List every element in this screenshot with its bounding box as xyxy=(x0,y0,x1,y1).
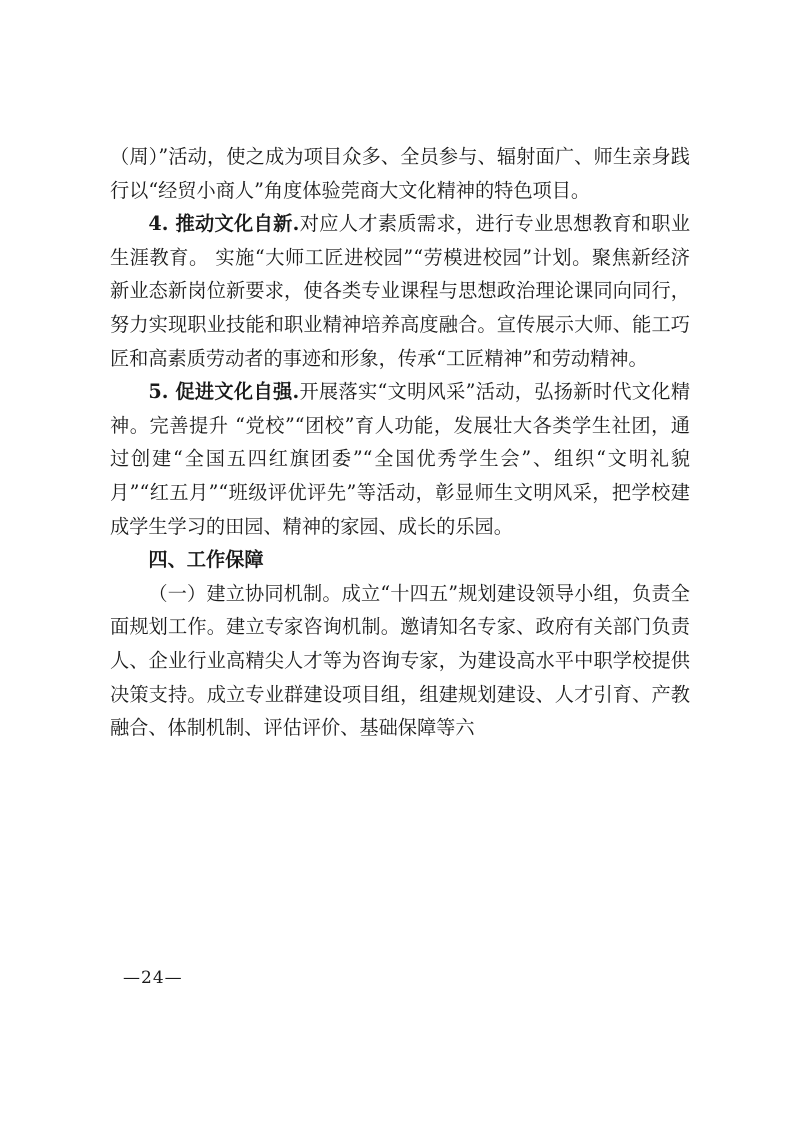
item-4-heading: 4. 推动文化自新. xyxy=(148,212,300,236)
section-heading: 四、工作保障 xyxy=(148,548,264,572)
paragraph-item-5 xyxy=(110,375,690,543)
paragraph-continuation: （周）”活动，使之成为项目众多、全员参与、辐射面广、师生亲身践行以“经贸小商人”角度体验莞商大文化精神的特色项目。 xyxy=(110,145,690,202)
paragraph-item-4 xyxy=(110,207,690,375)
item-5-body: 开展落实“文明风采”活动，弘扬新时代文化精神。完善提升 “党校”“团校”育人功能，发展壮大各类学生社团，通过创建“全国五四红旗团委”“全国优秀学生会”、组织“文明礼貌月”“红五月”“班级评优评先”等活动，彰显师生文明风采，把学校建成学生学习的田园、精神的家园、成长的乐园。 xyxy=(110,380,691,538)
item-5-heading: 5. 促进文化自强. xyxy=(148,380,300,404)
page-number: —24— xyxy=(123,968,183,988)
document-body xyxy=(110,140,690,745)
item-4-body: 对应人才素质需求，进行专业思想教育和职业生涯教育。 实施“大师工匠进校园”“劳模进校园”计划。聚焦新经济新业态新岗位新要求，使各类专业课程与思想政治理论课同向同行，努力实现职业技能和职业精神培养高度融合。宣传展示大师、能工巧匠和高素质劳动者的事迹和形象，传承“工匠精神”和劳动精神。 xyxy=(110,212,691,370)
paragraph-subsection-1: （一）建立协同机制。成立“十四五”规划建设领导小组，负责全面规划工作。建立专家咨询机制。邀请知名专家、政府有关部门负责人、企业行业高精尖人才等为咨询专家，为建设高水平中职学校提供决策支持。成立专业群建设项目组，组建规划建设、人才引育、产教融合、体制机制、评估评价、基础保障等六 xyxy=(110,581,690,740)
